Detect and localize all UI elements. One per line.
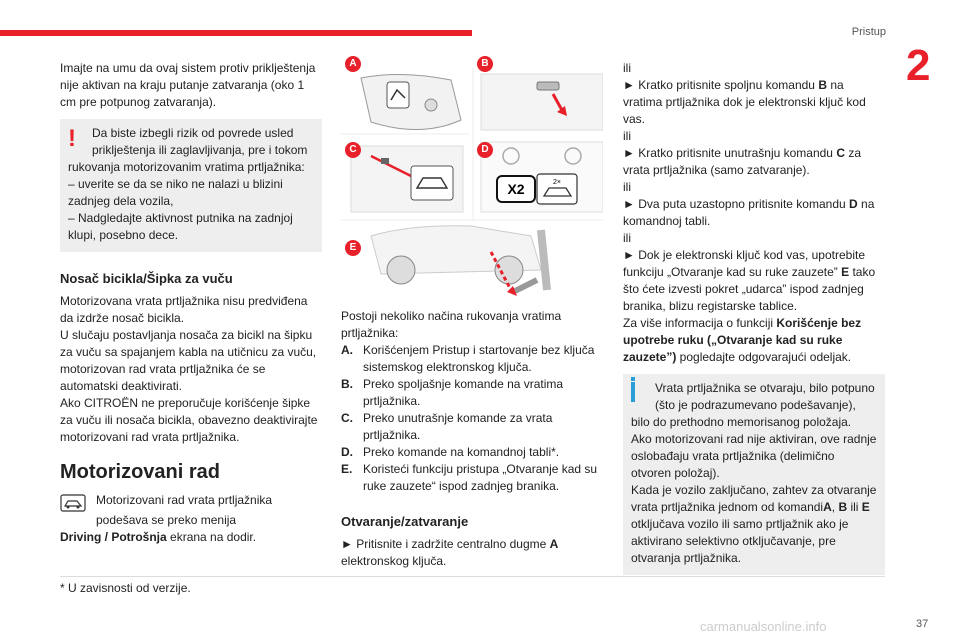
list-item-label: C. (341, 411, 353, 425)
column-right (623, 60, 885, 575)
step-hands-free-bold: E (841, 265, 850, 279)
section-title: Pristup (851, 26, 886, 38)
info-icon (631, 382, 635, 402)
header-accent-bar (0, 30, 472, 36)
list-item-label: E. (341, 462, 353, 476)
info-text-5 (631, 482, 877, 567)
bike-paragraph-3: Ako CITROËN ne preporučuje korišćenje šipke za vuču ili nosača bicikla, obavezno deaktivirajte motorizovani rad vrata prtljažnika. (60, 396, 318, 444)
step-dashboard-b: na komandnoj tabli. (623, 197, 875, 228)
more-info (623, 315, 885, 366)
page-number: 37 (916, 618, 929, 630)
tailgate-controls-illustration (341, 60, 603, 300)
step-dashboard (623, 196, 885, 230)
motorized-text-3 (60, 529, 322, 546)
warning-item-2: – Nadgledajte aktivnost putnika na zadnjoj klupi, posebno dece. (68, 211, 293, 242)
exterior-handle-drawing (481, 74, 603, 130)
or-text-3: ili (623, 180, 631, 194)
motorized-text-1: Motorizovani rad vrata prtljažnika (96, 493, 273, 507)
open-close-step (341, 536, 603, 570)
list-item-text: Preko unutrašnje komande za vrata prtljažnika. (363, 411, 553, 442)
step-exterior-a: ► Kratko pritisnite spoljnu komandu (623, 78, 819, 92)
list-item (341, 410, 603, 444)
step-interior (623, 145, 885, 179)
step-hands-free (623, 247, 885, 315)
info-text-3: bilo do prethodno memorisanog položaja. (631, 415, 852, 429)
info-text-5a: Kada je vozilo zaključano, zahtev za otvaranje vrata prtljažnika jednom od komandi (631, 483, 877, 514)
badge-e: E (345, 240, 361, 256)
warning-text-1: Da biste izbegli rizik od povrede usled (92, 126, 294, 140)
list-item (341, 342, 603, 376)
bike-paragraph-1: Motorizovana vrata prtljažnika nisu predviđena da izdrže nosač bicikla. (60, 294, 308, 325)
methods-intro: Postoji nekoliko načina rukovanja vratima prtljažnika: (341, 309, 562, 340)
watermark: carmanualsonline.info (700, 619, 827, 634)
info-bold-b: B (838, 500, 848, 514)
motorized-text-3b: ekrana na dodir. (166, 530, 257, 544)
step-interior-a: ► Kratko pritisnite unutrašnju komandu (623, 146, 837, 160)
step-hands-free-a: ► Dok je elektronski ključ kod vas, upotrebite funkciju „Otvaranje kad su ruke zauzete” (623, 248, 865, 279)
info-sep-2: ili (847, 500, 862, 514)
step-dashboard-bold: D (849, 197, 858, 211)
open-step-text-a: ► Pritisnite i zadržite centralno dugme (341, 537, 550, 551)
heading-bike-carrier: Nosač bicikla/Šipka za vuču (60, 271, 233, 286)
heading-open-close: Otvaranje/zatvaranje (341, 514, 469, 529)
list-item-label: B. (341, 377, 353, 391)
motorized-text-2 (60, 512, 322, 529)
footnote-divider (60, 576, 885, 577)
or-text-4: ili (623, 231, 631, 245)
badge-c: C (345, 142, 361, 158)
info-text-5d: otključava vozilo ili samo prtljažnik ako je aktivirano selektivno otključavanje, pre otvaranja prtljažnika. (631, 517, 849, 565)
step-exterior-bold: B (818, 78, 827, 92)
key-fob-drawing (361, 74, 461, 129)
info-bold-e: E (861, 500, 870, 514)
heading-motorized: Motorizovani rad (60, 461, 221, 483)
interior-control-drawing (351, 146, 463, 212)
footnote: * U zavisnosti od verzije. (60, 581, 191, 595)
info-text-1: Vrata prtljažnika se otvaraju, bilo potpuno (655, 381, 875, 395)
list-item (341, 444, 603, 461)
column-middle (341, 60, 603, 570)
menu-name: Driving / Potrošnja (60, 530, 167, 544)
badge-b: B (477, 56, 493, 72)
open-step-bold: A (549, 537, 559, 551)
list-item-label: A. (341, 343, 353, 357)
motorized-row (60, 492, 322, 512)
list-item-text: Korišćenjem Pristup i startovanje bez ključa sistemskog elektronskog ključa. (363, 343, 595, 374)
info-text-4: Ako motorizovani rad nije aktiviran, ove radnje oslobađaju vrata prtljažnika (delimično otvoren položaj). (631, 432, 877, 480)
step-hands-free-b: tako što ćete izvesti pokret „udarca” ispod zadnjeg branika, blizu registarske tablice. (623, 265, 876, 313)
list-item-text: Koristeći funkciju pristupa „Otvaranje kad su ruke zauzete“ ispod zadnjeg branika. (363, 462, 598, 493)
intro-paragraph: Imajte na umu da ovaj sistem protiv priklještenja nije aktivan na kraju putanje zatvaranja (oko 1 cm pre potpunog zatvaranja). (60, 61, 316, 109)
step-exterior (623, 77, 885, 128)
warning-box (60, 119, 322, 252)
list-item-text: Preko komande na komandnoj tabli*. (363, 445, 560, 459)
double-press-small-label: 2× (553, 179, 561, 186)
chapter-number: 2 (906, 41, 931, 90)
badge-a: A (345, 56, 361, 72)
illustration-panel (341, 60, 603, 300)
list-item (341, 376, 603, 410)
more-info-b: pogledajte odgovarajući odeljak. (676, 350, 852, 364)
car-tailgate-icon (60, 494, 86, 512)
methods-list (341, 342, 603, 495)
warning-icon: ! (68, 125, 76, 152)
more-info-a: Za više informacija o funkciji (623, 316, 777, 330)
info-text-2: (što je podrazumevano podešavanje), (655, 398, 856, 412)
step-dashboard-a: ► Dva puta uzastopno pritisnite komandu (623, 197, 850, 211)
double-press-label: X2 (507, 181, 525, 197)
step-interior-b: za vrata prtljažnika (samo zatvaranje). (623, 146, 862, 177)
bike-paragraph-2: U slučaju postavljanja nosača za bicikl na šipku za vuču sa spajanjem kabla na utičnicu za vuču, motorizovan rad vrata prtljažnika će se automatski deaktivirati. (60, 328, 317, 393)
badge-d: D (477, 142, 493, 158)
more-info-bold: Korišćenje bez upotrebe ruku („Otvaranje kad su ruke zauzete”) (623, 316, 862, 364)
warning-item-1: – uverite se da se niko ne nalazi u blizini zadnjeg dela vozila, (68, 177, 283, 208)
step-interior-bold: C (836, 146, 845, 160)
step-exterior-b: na vratima prtljažnika dok je elektronski ključ kod vas. (623, 78, 866, 126)
hands-free-kick-drawing (371, 226, 547, 296)
warning-text-2: priklještenja ili zaglavljivanja, pre i tokom (92, 143, 308, 157)
or-text-2: ili (623, 129, 631, 143)
or-text-1: ili (623, 61, 631, 75)
warning-text-3: rukovanja motorizovanim vratima prtljažnika: (68, 160, 305, 174)
column-left (60, 60, 322, 546)
info-bold-a: A (823, 500, 832, 514)
info-box (623, 374, 885, 575)
open-step-text-b: elektronskog ključa. (341, 554, 447, 568)
list-item (341, 461, 603, 495)
info-sep-1: , (831, 500, 839, 514)
list-item-label: D. (341, 445, 353, 459)
motorized-text-2a: podešava se preko menija (96, 513, 237, 527)
list-item-text: Preko spoljašnje komande na vratima prtljažnika. (363, 377, 564, 408)
info-icon-dot (631, 377, 635, 381)
dashboard-control-drawing (481, 142, 603, 212)
